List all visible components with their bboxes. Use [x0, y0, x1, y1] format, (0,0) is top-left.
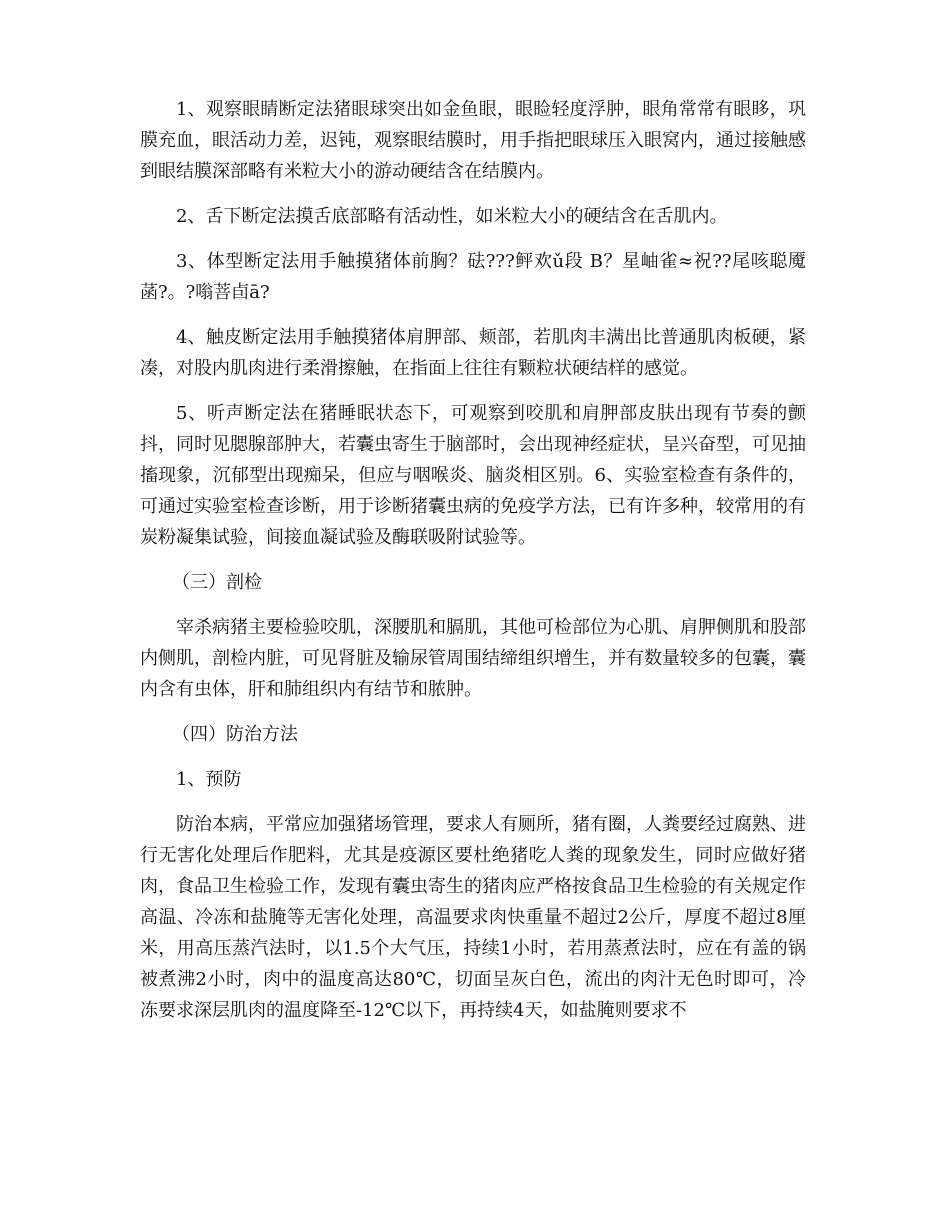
paragraph-prevention: 防治本病，平常应加强猪场管理，要求人有厕所，猪有圈，人粪要经过腐熟、进行无害化处理后作肥料，尤其是疫源区要杜绝猪吃人粪的现象发生，同时应做好猪肉，食品卫生检验工作，发现有囊虫寄生的猪肉应严格按食品卫生检验的有关规定作高温、冷冻和盐腌等无害化处理，高温要求肉快重量不超过2公斤，厚度不超过8厘米，用高压蒸汽法时，以1.5个大气压，持续1小时，若用蒸煮法时，应在有盖的锅被煮沸2小时，肉中的温度高达80℃，切面呈灰白色，流出的肉汁无色时即可，冷冻要求深层肌肉的温度降至-12℃以下，再持续4天，如盐腌则要求不 — [140, 814, 806, 1021]
paragraph-tongue-diagnosis: 2、舌下断定法摸舌底部略有活动性，如米粒大小的硬结含在舌肌内。 — [176, 206, 728, 227]
paragraph-eye-diagnosis: 1、观察眼睛断定法猪眼球突出如金鱼眼，眼睑轻度浮肿，眼角常常有眼眵，巩膜充血，眼活动力差，迟钝，观察眼结膜时，用手指把眼球压入眼窝内，通过接触感到眼结膜深部略有米粒大小的游动硬结含在结膜内。 — [140, 99, 806, 182]
paragraph-skin-touch-diagnosis: 4、触皮断定法用手触摸猪体肩胛部、颊部，若肌肉丰满出比普通肌肉板硬，紧凑，对股内肌肉进行柔滑擦触，在指面上往往有颗粒状硬结样的感觉。 — [140, 327, 806, 379]
subheading-prevention: 1、预防 — [176, 769, 242, 790]
paragraph-body-type-diagnosis: 3、体型断定法用手触摸猪体前胸？砝???鲆欢ǔ段 B？星岫雀≈祝??尾咳聪魇菡?。?嗡菩卣ā? — [140, 251, 806, 303]
paragraph-necropsy: 宰杀病猪主要检验咬肌，深腰肌和膈肌，其他可检部位为心肌、肩胛侧肌和股部内侧肌，剖检内脏，可见肾脏及输尿管周围结缔组织增生，并有数量较多的包囊，囊内含有虫体，肝和肺组织内有结节和脓肿。 — [140, 617, 806, 700]
paragraph-sound-diagnosis: 5、听声断定法在猪睡眠状态下，可观察到咬肌和肩胛部皮肤出现有节奏的颤抖，同时见腮腺部肿大，若囊虫寄生于脑部时，会出现神经症状，呈兴奋型，可见抽搐现象，沉郁型出现痴呆，但应与咽喉炎、脑炎相区别。6、实验室检查有条件的，可通过实验室检查诊断，用于诊断猪囊虫病的免疫学方法，已有许多种，较常用的有炭粉凝集试验，间接血凝试验及酶联吸附试验等。 — [140, 403, 806, 548]
section-heading-prevention-treatment: （四）防治方法 — [172, 724, 298, 745]
document-body — [140, 94, 806, 1040]
section-heading-necropsy: （三）剖检 — [172, 572, 262, 593]
